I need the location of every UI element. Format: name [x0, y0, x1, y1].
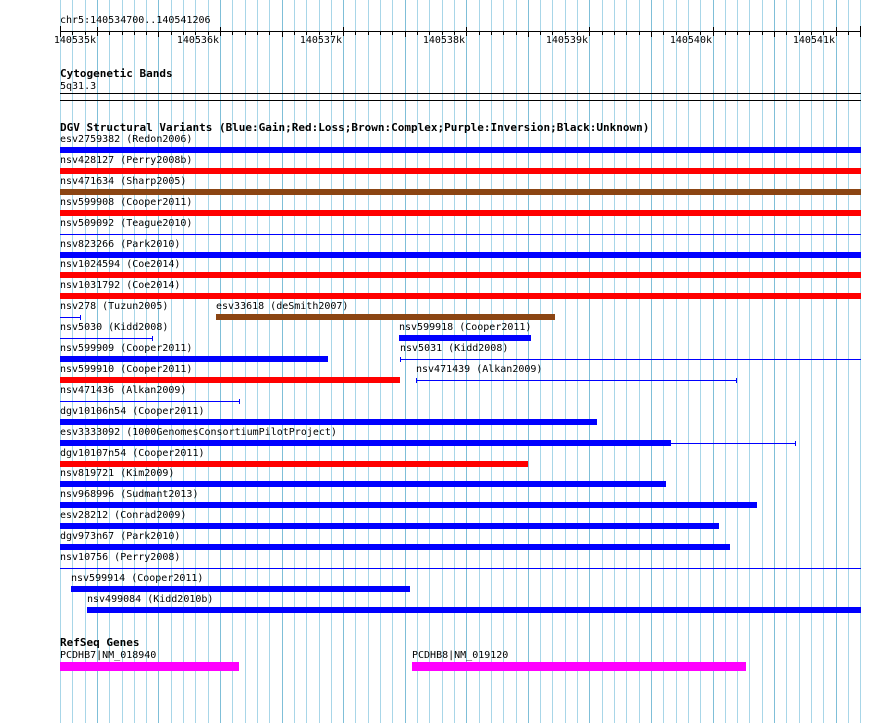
ruler-minor-tick [774, 31, 775, 37]
grid-line [713, 0, 714, 723]
grid-line [836, 0, 837, 723]
variant-label: esv28212 (Conrad2009) [60, 510, 187, 522]
grid-line [466, 0, 467, 723]
ruler-tick-label: 140535k [53, 35, 96, 46]
variant-bar[interactable] [60, 523, 719, 529]
grid-line [774, 0, 775, 723]
variant-label: dgv10107n54 (Cooper2011) [60, 447, 205, 459]
variant-label: nsv823266 (Park2010) [60, 238, 181, 250]
variant-label: nsv509092 (Teague2010) [60, 217, 193, 229]
grid-line [602, 0, 603, 723]
grid-line [565, 0, 566, 723]
ruler-minor-tick [392, 31, 393, 35]
grid-line [454, 0, 455, 723]
variant-bar[interactable] [400, 359, 861, 360]
ruler-major-tick [466, 27, 467, 36]
grid-line [577, 0, 578, 723]
variant-label: nsv599909 (Cooper2011) [60, 343, 193, 354]
ruler-minor-tick [171, 31, 172, 35]
variant-bar[interactable] [60, 293, 861, 299]
cytoband-title: Cytogenetic Bands [60, 67, 173, 80]
gene-label: PCDHB8|NM_019120 [412, 650, 509, 661]
grid-line [725, 0, 726, 723]
ruler-minor-tick [134, 31, 135, 35]
variant-bar[interactable] [60, 461, 528, 467]
grid-line [799, 0, 800, 723]
variant-bar[interactable] [399, 335, 531, 341]
cytoband-label[interactable]: 5q31.3 [60, 81, 97, 92]
grid-line [380, 0, 381, 723]
ruler-minor-tick [602, 31, 603, 35]
ruler-minor-tick [232, 31, 233, 35]
ruler-minor-tick [786, 31, 787, 35]
ruler-minor-tick [146, 31, 147, 35]
grid-line [651, 0, 652, 723]
ruler-tick-label: 140539k [545, 35, 588, 46]
variant-bar[interactable] [60, 168, 861, 174]
grid-line [749, 0, 750, 723]
grid-line [823, 0, 824, 723]
variant-label: nsv819721 (Kim2009) [60, 468, 175, 480]
ruler-minor-tick [528, 31, 529, 37]
variant-bar[interactable] [60, 147, 861, 153]
variant-start-cap [416, 378, 417, 383]
variant-label: esv2759382 (Redon2006) [60, 134, 193, 145]
variant-end-cap [795, 441, 796, 446]
variant-bar[interactable] [60, 338, 152, 339]
grid-line [417, 0, 418, 723]
grid-line [848, 0, 849, 723]
ruler-tick-label: 140541k [792, 35, 835, 46]
variant-bar[interactable] [60, 210, 861, 216]
variant-bar[interactable] [60, 377, 400, 383]
grid-line [528, 0, 529, 723]
variant-label: nsv471634 (Sharp2005) [60, 175, 187, 187]
variant-label: nsv471439 (Alkan2009) [416, 363, 543, 375]
variant-label: nsv10756 (Perry2008) [60, 552, 181, 563]
grid-line [762, 0, 763, 723]
grid-line [688, 0, 689, 723]
ruler-minor-tick [294, 31, 295, 35]
grid-line [368, 0, 369, 723]
variant-bar[interactable] [71, 586, 410, 592]
variant-bar[interactable] [60, 272, 861, 278]
variant-label: nsv1024594 (Coe2014) [60, 259, 181, 271]
ruler-minor-tick [639, 31, 640, 35]
variant-label: nsv5031 (Kidd2008) [400, 343, 509, 354]
variant-label: nsv471436 (Alkan2009) [60, 384, 187, 396]
ruler-tick-label: 140538k [422, 35, 465, 46]
ruler-minor-tick [516, 31, 517, 35]
ruler-major-tick [97, 27, 98, 36]
variant-bar[interactable] [60, 481, 666, 487]
grid-line [626, 0, 627, 723]
grid-line [663, 0, 664, 723]
variant-end-cap [152, 336, 153, 341]
grid-line [429, 0, 430, 723]
ruler-axis [60, 31, 861, 32]
grid-line [737, 0, 738, 723]
ruler-minor-tick [257, 31, 258, 35]
ruler-minor-tick [651, 31, 652, 37]
ruler-minor-tick [540, 31, 541, 35]
ruler-minor-tick [282, 31, 283, 37]
variant-bar[interactable] [60, 234, 861, 235]
ruler-minor-tick [663, 31, 664, 35]
variant-extension [671, 443, 795, 444]
gene-bar[interactable] [412, 662, 746, 671]
gene-bar[interactable] [60, 662, 239, 671]
ruler-tick-label: 140540k [669, 35, 712, 46]
ruler-major-tick [836, 27, 837, 36]
variant-label: nsv1031792 (Coe2014) [60, 280, 181, 292]
ruler-major-tick [589, 27, 590, 36]
grid-line [479, 0, 480, 723]
variant-label: dgv10106n54 (Cooper2011) [60, 405, 205, 417]
ruler-minor-tick [626, 31, 627, 35]
ruler-position-label: chr5:140534700..140541206 [60, 15, 211, 26]
ruler-tick-label: 140536k [176, 35, 219, 46]
variant-label: nsv599918 (Cooper2011) [399, 322, 532, 334]
grid-line [860, 0, 861, 723]
grid-line [442, 0, 443, 723]
grid-line [589, 0, 590, 723]
ruler-minor-tick [725, 31, 726, 35]
variant-label: nsv428127 (Perry2008b) [60, 154, 193, 166]
variant-label: dgv973n67 (Park2010) [60, 531, 181, 543]
grid-line [786, 0, 787, 723]
variant-label: esv33618 (deSmith2007) [216, 301, 349, 313]
ruler-minor-tick [405, 31, 406, 37]
grid-line [639, 0, 640, 723]
variant-start-cap [400, 357, 401, 362]
ruler-minor-tick [417, 31, 418, 35]
ruler-minor-tick [479, 31, 480, 35]
variant-label: esv3333092 (1000GenomesConsortiumPilotProject) [60, 426, 337, 438]
grid-line [405, 0, 406, 723]
ruler-tick-label: 140537k [299, 35, 342, 46]
ruler-minor-tick [368, 31, 369, 35]
ruler-major-tick [343, 27, 344, 36]
ruler-minor-tick [737, 31, 738, 35]
ruler-minor-tick [762, 31, 763, 35]
cytoband-line-bottom [60, 100, 861, 101]
variant-bar[interactable] [416, 380, 736, 381]
variant-end-cap [80, 315, 81, 320]
grid-line [516, 0, 517, 723]
ruler-major-tick [713, 27, 714, 36]
ruler-minor-tick [491, 31, 492, 35]
ruler-minor-tick [158, 31, 159, 37]
variant-bar[interactable] [60, 568, 861, 569]
variant-bar[interactable] [60, 252, 861, 258]
variant-bar[interactable] [60, 356, 328, 362]
ruler-minor-tick [109, 31, 110, 35]
grid-line [676, 0, 677, 723]
variant-label: nsv278 (Tuzun2005) [60, 301, 169, 313]
grid-line [355, 0, 356, 723]
grid-line [331, 0, 332, 723]
variant-bar[interactable] [60, 502, 757, 508]
ruler-minor-tick [860, 31, 861, 35]
ruler-minor-tick [245, 31, 246, 35]
variant-label: nsv599914 (Cooper2011) [71, 572, 204, 584]
variant-label: nsv968996 (Sudmant2013) [60, 489, 199, 501]
variant-bar[interactable] [60, 544, 730, 550]
ruler-minor-tick [122, 31, 123, 35]
ruler-minor-tick [614, 31, 615, 35]
dgv-title: DGV Structural Variants (Blue:Gain;Red:Loss;Brown:Complex;Purple:Inversion;Black:Unknown) [60, 121, 650, 134]
gene-label: PCDHB7|NM_018940 [60, 650, 157, 661]
variant-label: nsv599908 (Cooper2011) [60, 196, 193, 208]
grid-line [503, 0, 504, 723]
variant-bar[interactable] [216, 314, 555, 320]
ruler-major-tick [220, 27, 221, 36]
ruler-minor-tick [269, 31, 270, 35]
refseq-title: RefSeq Genes [60, 636, 140, 649]
variant-bar[interactable] [60, 401, 239, 402]
variant-bar[interactable] [60, 317, 80, 318]
variant-bar[interactable] [60, 419, 597, 425]
ruler-minor-tick [380, 31, 381, 35]
ruler-minor-tick [355, 31, 356, 35]
grid-line [392, 0, 393, 723]
variant-bar[interactable] [60, 189, 861, 195]
grid-line [811, 0, 812, 723]
grid-line [552, 0, 553, 723]
variant-bar[interactable] [60, 440, 671, 446]
grid-line [343, 0, 344, 723]
variant-label: nsv499084 (Kidd2010b) [87, 593, 214, 605]
grid-line [540, 0, 541, 723]
ruler-minor-tick [749, 31, 750, 35]
variant-end-cap [736, 378, 737, 383]
variant-end-cap [239, 399, 240, 404]
ruler-minor-tick [848, 31, 849, 35]
ruler-minor-tick [503, 31, 504, 35]
variant-label: nsv599910 (Cooper2011) [60, 363, 193, 375]
variant-bar[interactable] [87, 607, 861, 613]
cytoband-line-top [60, 93, 861, 94]
grid-line [614, 0, 615, 723]
grid-line [700, 0, 701, 723]
grid-line [491, 0, 492, 723]
variant-label: nsv5030 (Kidd2008) [60, 322, 169, 334]
